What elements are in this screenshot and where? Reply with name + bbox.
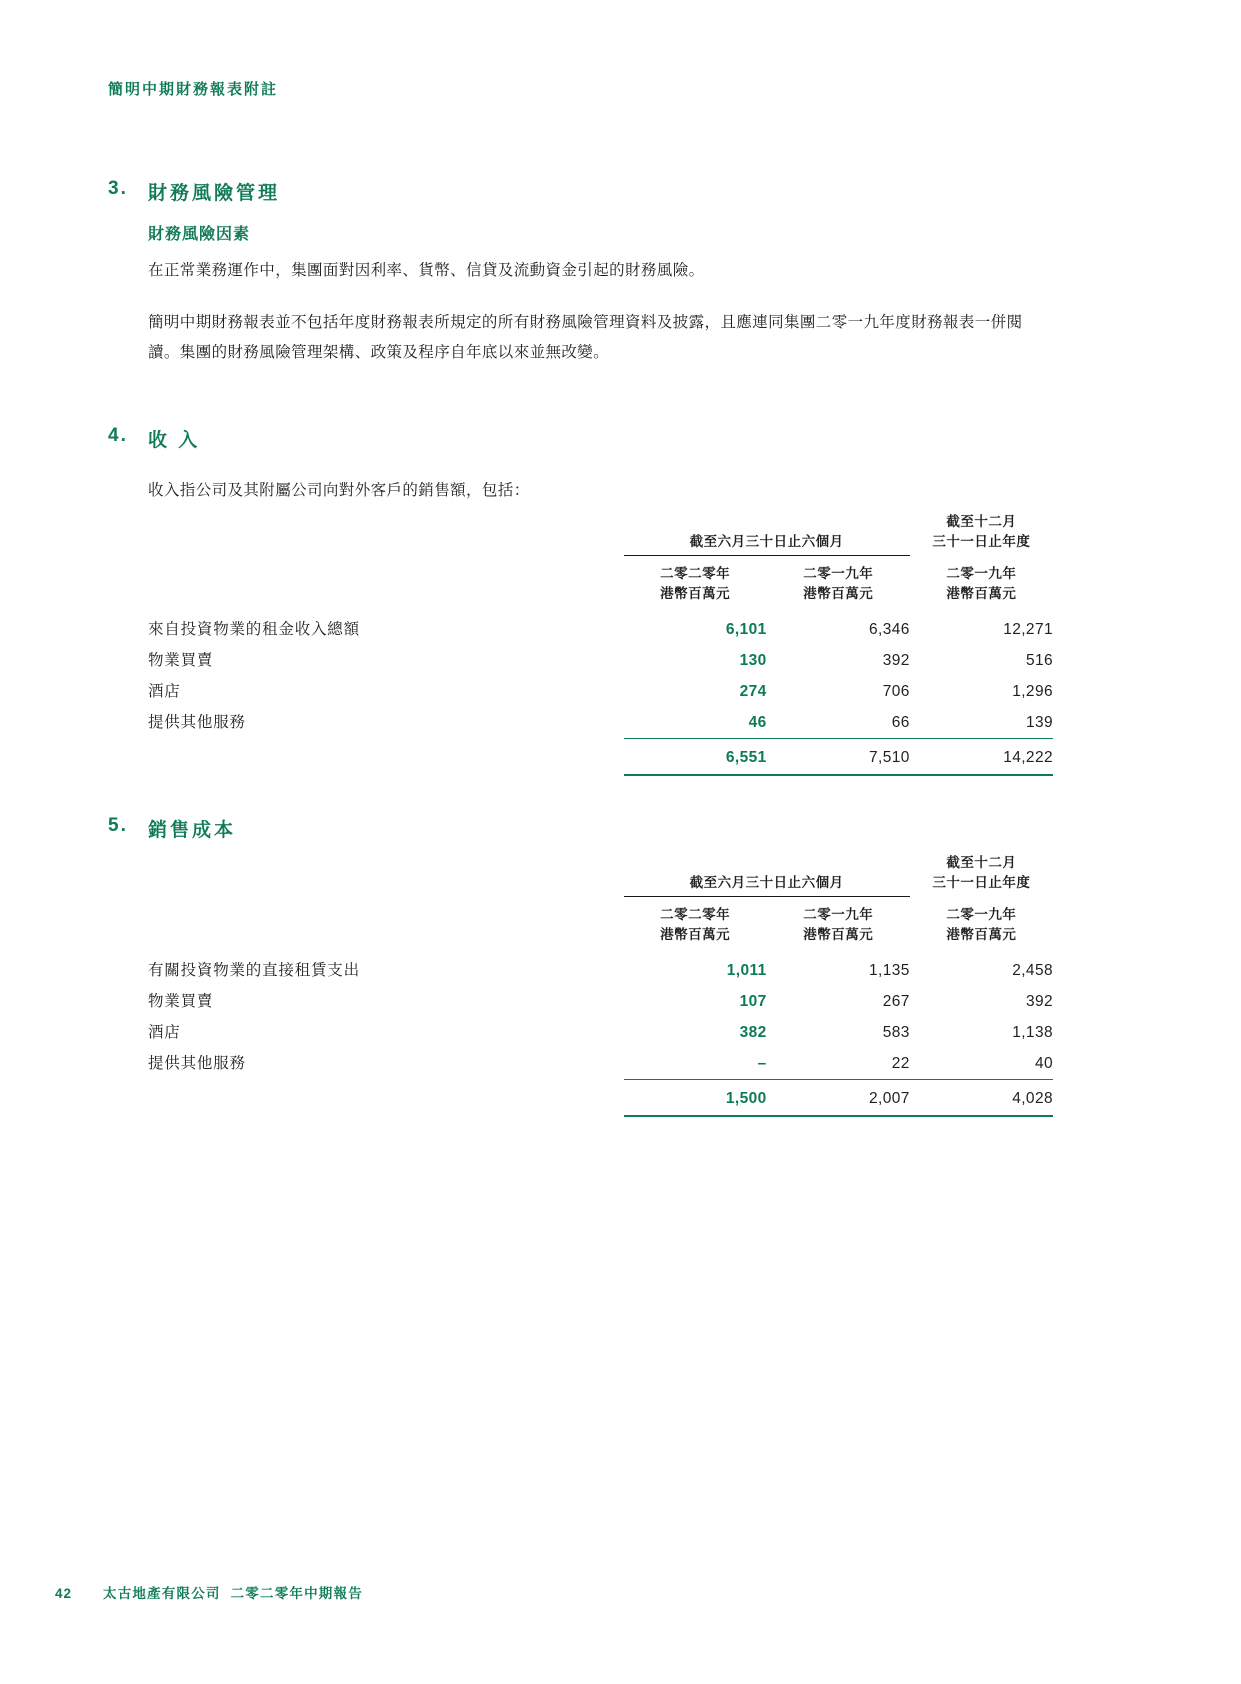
section-title: 財務風險管理	[148, 183, 281, 204]
total-value-2019-annual: 14,222	[910, 738, 1053, 775]
group-header-annual-line2: 三十一日止年度	[932, 534, 1031, 549]
total-value-2019-interim: 7,510	[767, 738, 910, 775]
column-header-line1: 二零一九年	[803, 906, 874, 922]
section-number: 5.	[108, 815, 128, 836]
table-header-year-row	[148, 555, 1053, 614]
table-row	[148, 614, 1053, 645]
column-header-line2: 港幣百萬元	[803, 926, 874, 942]
row-value-2020-interim: 1,011	[726, 961, 767, 979]
section-title: 收 入	[148, 430, 201, 451]
column-header-2019-annual	[910, 555, 1053, 614]
table-header-group-row	[148, 512, 1053, 555]
row-value-2019-interim: 583	[882, 1023, 910, 1041]
row-value-2019-interim: 66	[891, 713, 910, 731]
section-title: 銷售成本	[148, 820, 237, 841]
row-value-2019-interim: 267	[882, 992, 910, 1010]
paragraph: 在正常業務運作中，集團面對因利率、貨幣、信貸及流動資金引起的財務風險。	[148, 262, 705, 279]
section-body	[148, 476, 1048, 506]
spacer-cell	[148, 853, 624, 896]
spacer-cell	[148, 555, 624, 614]
subsection-title: 財務風險因素	[148, 226, 251, 243]
row-value-2019-interim: 1,135	[869, 961, 910, 979]
section-body	[148, 221, 1048, 368]
group-header-annual-line1: 截至十二月	[946, 514, 1017, 529]
group-header-annual	[910, 512, 1053, 555]
table-row	[148, 955, 1053, 986]
group-header-annual-line2: 三十一日止年度	[932, 875, 1031, 890]
page-footer	[55, 1582, 363, 1602]
running-head: 簡明中期財務報表附註	[108, 81, 279, 98]
row-value-2019-interim: 22	[891, 1054, 910, 1072]
total-value-2020-interim: 1,500	[624, 1079, 767, 1116]
row-value-2019-annual: 1,138	[1012, 1023, 1053, 1041]
column-header-line1: 二零二零年	[660, 906, 731, 922]
row-value-2019-annual: 2,458	[1012, 961, 1053, 979]
row-value-2019-annual: 392	[1025, 992, 1053, 1010]
row-label: 酒店	[148, 1023, 181, 1041]
table-row	[148, 1017, 1053, 1048]
group-header-annual	[910, 853, 1053, 896]
spacer-cell	[148, 512, 624, 555]
column-header-line2: 港幣百萬元	[803, 585, 874, 601]
column-header-line2: 港幣百萬元	[660, 585, 731, 601]
row-value-2019-annual: 139	[1025, 713, 1053, 731]
row-label: 物業買賣	[148, 651, 214, 669]
column-header-line1: 二零一九年	[803, 565, 874, 581]
column-header-line2: 港幣百萬元	[946, 926, 1017, 942]
total-label	[148, 1079, 624, 1116]
row-value-2019-annual: 516	[1025, 651, 1053, 669]
column-header-line1: 二零一九年	[946, 906, 1017, 922]
table-total-row	[148, 1079, 1053, 1116]
row-value-2020-interim: 130	[739, 651, 767, 669]
row-value-2020-interim: 274	[739, 682, 767, 700]
row-value-2019-interim: 392	[882, 651, 910, 669]
total-value-2019-annual: 4,028	[910, 1079, 1053, 1116]
group-header-interim: 截至六月三十日止六個月	[624, 512, 910, 555]
column-header-line2: 港幣百萬元	[946, 585, 1017, 601]
column-header-2019-interim	[767, 896, 910, 955]
table-total-row	[148, 738, 1053, 775]
spacer-cell	[148, 896, 624, 955]
row-label: 提供其他服務	[148, 714, 246, 731]
row-value-2020-interim: 46	[748, 713, 767, 731]
row-value-2020-interim: 6,101	[725, 620, 767, 638]
table-row	[148, 645, 1053, 676]
column-header-line1: 二零二零年	[660, 565, 731, 581]
table-row	[148, 1048, 1053, 1080]
section-revenue	[108, 425, 1048, 506]
column-header-line2: 港幣百萬元	[660, 926, 731, 942]
row-value-2020-interim: 107	[739, 992, 767, 1010]
footer-company: 太古地產有限公司	[103, 1586, 221, 1601]
row-label: 有關投資物業的直接租賃支出	[148, 961, 360, 979]
row-value-2020-interim: –	[757, 1054, 767, 1072]
table-row	[148, 676, 1053, 707]
row-value-2019-annual: 40	[1034, 1054, 1053, 1072]
section-number: 3.	[108, 178, 128, 199]
footer-report: 二零二零年中期報告	[230, 1586, 363, 1601]
row-value-2019-annual: 1,296	[1012, 682, 1053, 700]
row-value-2019-interim: 706	[882, 682, 910, 700]
table-header-year-row	[148, 896, 1053, 955]
total-value-2019-interim: 2,007	[767, 1079, 910, 1116]
revenue-table	[148, 512, 1053, 776]
table-header-group-row	[148, 853, 1053, 896]
section-number: 4.	[108, 425, 128, 446]
row-value-2019-interim: 6,346	[869, 620, 910, 638]
column-header-line1: 二零一九年	[946, 565, 1017, 581]
page-number: 42	[55, 1586, 73, 1601]
total-label	[148, 738, 624, 775]
row-label: 來自投資物業的租金收入總額	[148, 620, 360, 638]
paragraph: 收入指公司及其附屬公司向對外客戶的銷售額，包括：	[148, 482, 530, 499]
column-header-2019-interim	[767, 555, 910, 614]
row-value-2019-annual: 12,271	[1003, 620, 1053, 638]
table-row	[148, 986, 1053, 1017]
table-row	[148, 707, 1053, 739]
row-label: 提供其他服務	[148, 1055, 246, 1072]
column-header-2019-annual	[910, 896, 1053, 955]
section-cost-of-sales	[108, 815, 1048, 842]
row-value-2020-interim: 382	[739, 1023, 767, 1041]
row-label: 物業買賣	[148, 992, 214, 1010]
section-financial-risk-management	[108, 178, 1048, 368]
group-header-annual-line1: 截至十二月	[946, 855, 1017, 870]
group-header-interim: 截至六月三十日止六個月	[624, 853, 910, 896]
column-header-2020-interim	[624, 555, 767, 614]
row-label: 酒店	[148, 682, 181, 700]
column-header-2020-interim	[624, 896, 767, 955]
paragraph: 簡明中期財務報表並不包括年度財務報表所規定的所有財務風險管理資料及披露，且應連同集團二零一九年度財務報表一併閱讀。集團的財務風險管理架構、政策及程序自年底以來並無改變。	[148, 314, 1023, 361]
total-value-2020-interim: 6,551	[624, 738, 767, 775]
cost-of-sales-table	[148, 853, 1053, 1117]
